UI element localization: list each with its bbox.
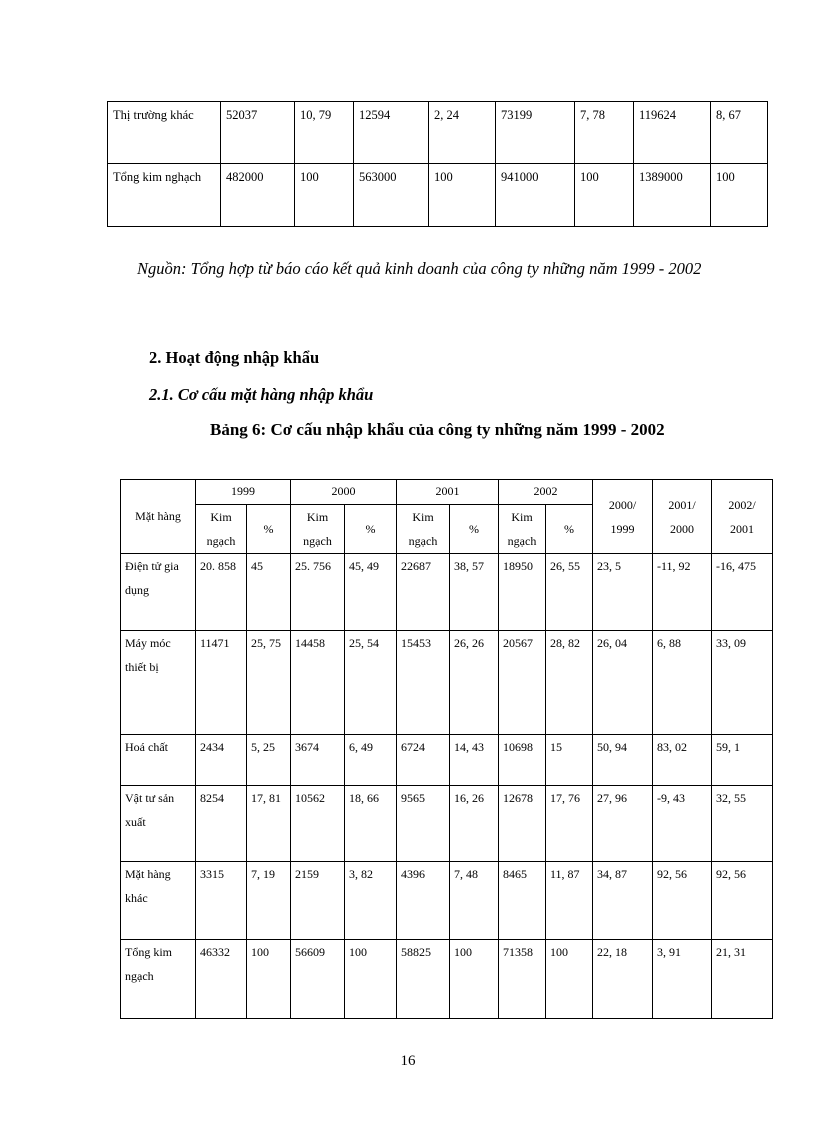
table-cell: 6, 49 bbox=[345, 735, 397, 786]
table-cell: 941000 bbox=[496, 164, 575, 227]
table-cell: 100 bbox=[450, 940, 499, 1019]
source-note: Nguồn: Tổng hợp từ báo cáo kết quả kinh doanh của công ty những năm 1999 - 2002 bbox=[137, 259, 702, 278]
table-cell: 58825 bbox=[397, 940, 450, 1019]
header-percent: % bbox=[247, 505, 291, 554]
table-cell: 10, 79 bbox=[295, 102, 354, 164]
table-cell: 22687 bbox=[397, 554, 450, 631]
export-market-table bbox=[107, 101, 768, 227]
header-item: Mặt hàng bbox=[121, 480, 196, 554]
table-cell: 12594 bbox=[354, 102, 429, 164]
table-cell: -11, 92 bbox=[653, 554, 712, 631]
table-row bbox=[121, 862, 773, 940]
import-table-body bbox=[121, 554, 773, 1019]
table-cell: 100 bbox=[546, 940, 593, 1019]
table-cell: 26, 04 bbox=[593, 631, 653, 735]
table-cell: 33, 09 bbox=[712, 631, 773, 735]
table-caption: Bảng 6: Cơ cấu nhập khẩu của công ty những năm 1999 - 2002 bbox=[210, 420, 665, 439]
table-cell: 5, 25 bbox=[247, 735, 291, 786]
table-cell: 8465 bbox=[499, 862, 546, 940]
table-cell: 3, 91 bbox=[653, 940, 712, 1019]
table-row bbox=[121, 735, 773, 786]
table-cell: 8254 bbox=[196, 786, 247, 862]
table-cell: 563000 bbox=[354, 164, 429, 227]
table-cell: 100 bbox=[247, 940, 291, 1019]
table-cell: 10698 bbox=[499, 735, 546, 786]
header-year: 2002 bbox=[499, 480, 593, 505]
header-ratio: 2002/ 2001 bbox=[712, 480, 773, 554]
table-cell: 20. 858 bbox=[196, 554, 247, 631]
table-cell: 100 bbox=[345, 940, 397, 1019]
header-value: Kim ngạch bbox=[397, 505, 450, 554]
table-cell: 3315 bbox=[196, 862, 247, 940]
table-cell: 92, 56 bbox=[712, 862, 773, 940]
table-cell: 8, 67 bbox=[711, 102, 768, 164]
table-cell: -9, 43 bbox=[653, 786, 712, 862]
row-label: Máy móc thiết bị bbox=[121, 631, 196, 735]
table-cell: 22, 18 bbox=[593, 940, 653, 1019]
table-cell: 1389000 bbox=[634, 164, 711, 227]
table-cell: 14458 bbox=[291, 631, 345, 735]
table-cell: 56609 bbox=[291, 940, 345, 1019]
table-cell: 45 bbox=[247, 554, 291, 631]
table-cell: 73199 bbox=[496, 102, 575, 164]
page-number: 16 bbox=[400, 1053, 416, 1069]
table-row bbox=[121, 554, 773, 631]
section-heading: 2. Hoạt động nhập khẩu bbox=[149, 348, 320, 367]
table-cell: 26, 26 bbox=[450, 631, 499, 735]
table-cell: 12678 bbox=[499, 786, 546, 862]
table-cell: 9565 bbox=[397, 786, 450, 862]
table-cell: 28, 82 bbox=[546, 631, 593, 735]
table-row bbox=[108, 102, 768, 164]
table-cell: 71358 bbox=[499, 940, 546, 1019]
table-row bbox=[108, 164, 768, 227]
table-cell: 45, 49 bbox=[345, 554, 397, 631]
table-cell: 15 bbox=[546, 735, 593, 786]
table-cell: 2159 bbox=[291, 862, 345, 940]
header-percent: % bbox=[345, 505, 397, 554]
table-cell: 7, 78 bbox=[575, 102, 634, 164]
header-ratio: 2001/ 2000 bbox=[653, 480, 712, 554]
table-cell: 27, 96 bbox=[593, 786, 653, 862]
table-cell: 2, 24 bbox=[429, 102, 496, 164]
table-cell: 11, 87 bbox=[546, 862, 593, 940]
table-cell: 34, 87 bbox=[593, 862, 653, 940]
table-cell: 100 bbox=[711, 164, 768, 227]
header-year: 1999 bbox=[196, 480, 291, 505]
table-cell: 38, 57 bbox=[450, 554, 499, 631]
table-cell: 83, 02 bbox=[653, 735, 712, 786]
table-cell: 16, 26 bbox=[450, 786, 499, 862]
table-row bbox=[121, 786, 773, 862]
table-row bbox=[121, 631, 773, 735]
table-cell: 14, 43 bbox=[450, 735, 499, 786]
table-cell: 10562 bbox=[291, 786, 345, 862]
header-value: Kim ngạch bbox=[499, 505, 546, 554]
table-cell: 25, 75 bbox=[247, 631, 291, 735]
table-cell: 25, 54 bbox=[345, 631, 397, 735]
header-ratio: 2000/ 1999 bbox=[593, 480, 653, 554]
header-year: 2000 bbox=[291, 480, 397, 505]
header-value: Kim ngạch bbox=[196, 505, 247, 554]
table-cell: 59, 1 bbox=[712, 735, 773, 786]
table-cell: 21, 31 bbox=[712, 940, 773, 1019]
table-cell: 46332 bbox=[196, 940, 247, 1019]
table-cell: 50, 94 bbox=[593, 735, 653, 786]
table-cell: 4396 bbox=[397, 862, 450, 940]
table-cell: -16, 475 bbox=[712, 554, 773, 631]
table-cell: 17, 81 bbox=[247, 786, 291, 862]
subsection-heading: 2.1. Cơ cấu mặt hàng nhập khẩu bbox=[149, 385, 374, 404]
header-year: 2001 bbox=[397, 480, 499, 505]
table-cell: 18950 bbox=[499, 554, 546, 631]
import-structure-table bbox=[120, 479, 773, 1019]
table-cell: 3, 82 bbox=[345, 862, 397, 940]
table-cell: 2434 bbox=[196, 735, 247, 786]
row-label: Hoá chất bbox=[121, 735, 196, 786]
table-cell: 25. 756 bbox=[291, 554, 345, 631]
table-cell: 100 bbox=[575, 164, 634, 227]
table-row bbox=[121, 940, 773, 1019]
header-percent: % bbox=[546, 505, 593, 554]
table-cell: 15453 bbox=[397, 631, 450, 735]
table-cell: 26, 55 bbox=[546, 554, 593, 631]
table-cell: 23, 5 bbox=[593, 554, 653, 631]
table-cell: 482000 bbox=[221, 164, 295, 227]
table-cell: 100 bbox=[429, 164, 496, 227]
table-cell: 20567 bbox=[499, 631, 546, 735]
table-cell: 6724 bbox=[397, 735, 450, 786]
row-label: Vật tư sản xuất bbox=[121, 786, 196, 862]
table-cell: 119624 bbox=[634, 102, 711, 164]
table-cell: 3674 bbox=[291, 735, 345, 786]
table-cell: 52037 bbox=[221, 102, 295, 164]
table-cell: 11471 bbox=[196, 631, 247, 735]
table-cell: 6, 88 bbox=[653, 631, 712, 735]
table-cell: Tổng kim nghạch bbox=[108, 164, 221, 227]
row-label: Tổng kim ngạch bbox=[121, 940, 196, 1019]
table-cell: 32, 55 bbox=[712, 786, 773, 862]
header-row-years bbox=[121, 480, 773, 505]
row-label: Mặt hàng khác bbox=[121, 862, 196, 940]
header-value: Kim ngạch bbox=[291, 505, 345, 554]
table-cell: 7, 19 bbox=[247, 862, 291, 940]
table-cell: 18, 66 bbox=[345, 786, 397, 862]
row-label: Điện tử gia dụng bbox=[121, 554, 196, 631]
table-cell: Thị trường khác bbox=[108, 102, 221, 164]
table-cell: 100 bbox=[295, 164, 354, 227]
table-cell: 7, 48 bbox=[450, 862, 499, 940]
header-percent: % bbox=[450, 505, 499, 554]
table-cell: 17, 76 bbox=[546, 786, 593, 862]
table-cell: 92, 56 bbox=[653, 862, 712, 940]
